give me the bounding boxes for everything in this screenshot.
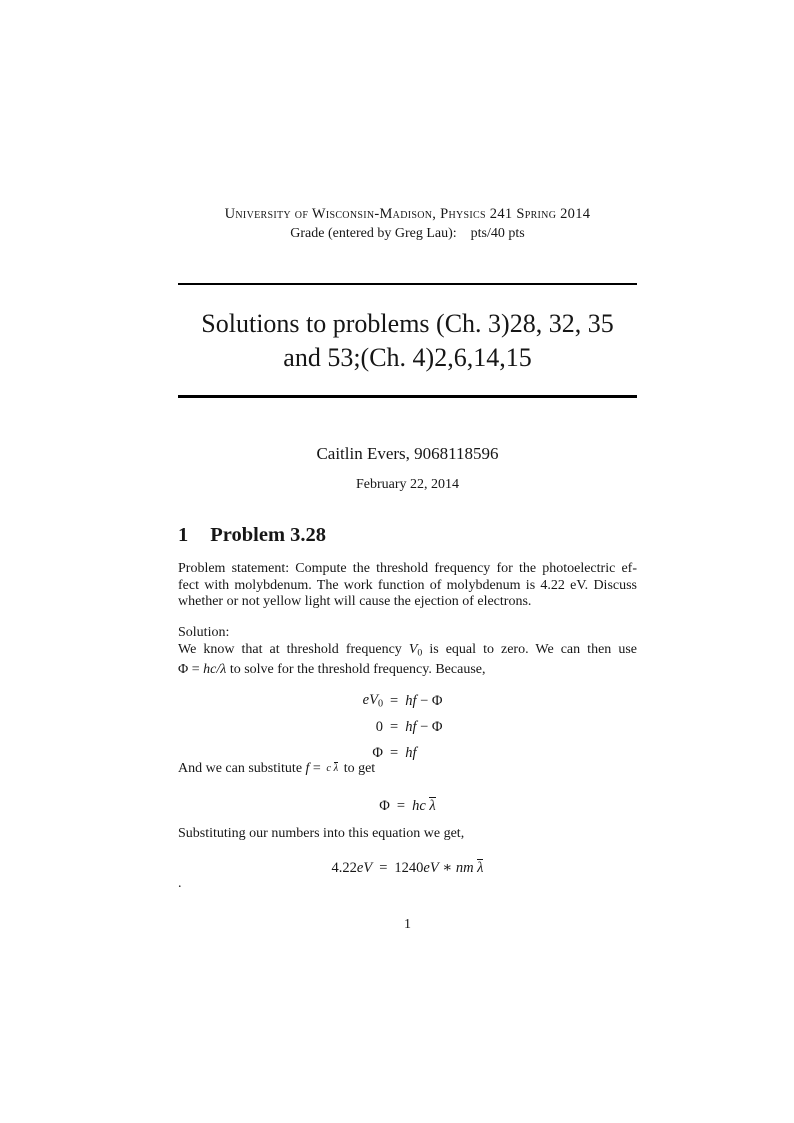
substitute-sentence: And we can substitute f = c λ to get [178,761,376,776]
equals-sign: = [396,797,406,814]
phi-symbol: Φ [379,797,390,814]
equals-sign: = [390,744,399,761]
title-line-2: and 53;(Ch. 4)2,6,14,15 [283,343,532,372]
voltage-symbol: V [408,642,418,657]
date-line: February 22, 2014 [355,477,460,492]
f-symbol: f [305,761,310,776]
voltage-subscript: 0 [417,647,423,659]
page-header [178,206,637,242]
phi-equation [178,786,637,826]
final-fraction: 1240eV ∗ nm λ [394,859,484,876]
c-over-lambda-fraction: c λ [326,763,339,775]
work-function-value: 4.22 [331,859,357,876]
problem-statement-line: fect with molybdenum. The work function of molybdenum is 4.22 eV. Discuss [178,577,637,593]
section-title: Problem 3.28 [210,524,327,546]
grade-label: Grade (entered by Greg Lau): [290,226,457,241]
equation-row: 0 = hf − Φ [375,718,443,735]
solution-paragraph [178,642,637,678]
grade-value: pts/40 pts [470,226,525,241]
equals-sign: = [379,859,388,876]
problem-statement-line: whether or not yellow light will cause the ejection of electrons. [178,594,532,609]
section-number: 1 [178,524,189,546]
title-rule-top [178,283,637,285]
grade-line [178,226,637,242]
solution-line-2: Φ = hc/λ to solve for the threshold frequency. Because, [178,661,486,677]
solution-label: Solution: [178,625,230,640]
equation-row: eV0 = hf − Φ [362,692,443,710]
section-heading [178,524,637,547]
title-rule-bottom [178,395,637,398]
aligned-equations [178,688,637,766]
problem-statement [178,561,637,611]
problem-statement-line: Problem statement: Compute the threshold frequency for the photoelectric ef- [178,561,637,576]
course-header: University of Wisconsin-Madison, Physics 241 Spring 2014 [224,206,591,222]
equation-row: Φ = hf [372,744,417,761]
phi-inline: Φ = [178,661,204,677]
hc-over-lambda-fraction: hc λ [412,797,436,814]
hc-lambda-inline: hc/λ [203,661,227,677]
title-line-1: Solutions to problems (Ch. 3)28, 32, 35 [201,309,614,338]
final-equation: 4.22eV = 1240eV ∗ nm λ [331,859,484,876]
equals-sign: = [312,761,321,776]
equals-sign: = [390,718,399,735]
substituting-sentence: Substituting our numbers into this equation we get, [178,826,465,841]
author-line: Caitlin Evers, 9068118596 [316,444,499,463]
solution-line-1: We know that at threshold frequency V0 is equal to zero. We can then use [178,642,637,659]
document-title [178,307,637,375]
page-number: 1 [404,917,411,932]
equals-sign: = [390,692,399,709]
trailing-period: . [178,876,182,891]
